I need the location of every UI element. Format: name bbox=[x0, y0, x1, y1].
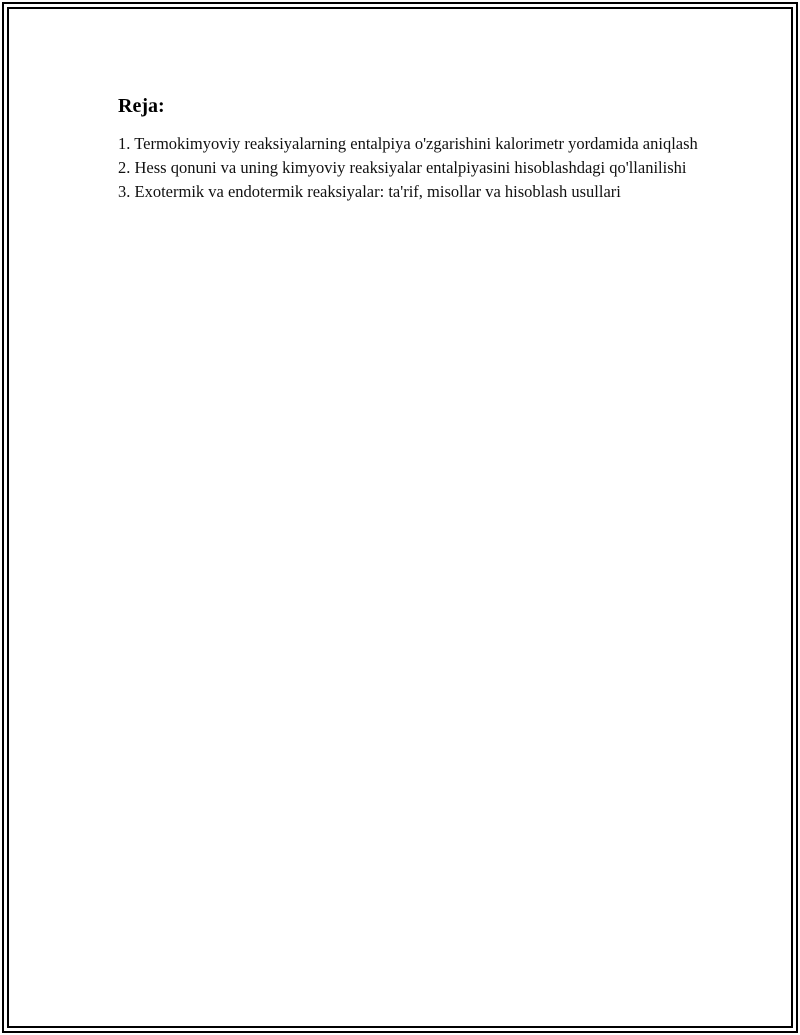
plan-heading: Reja: bbox=[118, 95, 165, 117]
plan-list bbox=[118, 132, 698, 204]
document-content bbox=[118, 94, 698, 204]
plan-item-2: 2. Hess qonuni va uning kimyoviy reaksiyalar entalpiyasini hisoblashdagi qo'llanilishi bbox=[118, 158, 687, 177]
plan-item-1: 1. Termokimyoviy reaksiyalarning entalpiya o'zgarishini kalorimetr yordamida aniqlash bbox=[118, 134, 698, 153]
plan-item-3: 3. Exotermik va endotermik reaksiyalar: ta'rif, misollar va hisoblash usullari bbox=[118, 182, 621, 201]
